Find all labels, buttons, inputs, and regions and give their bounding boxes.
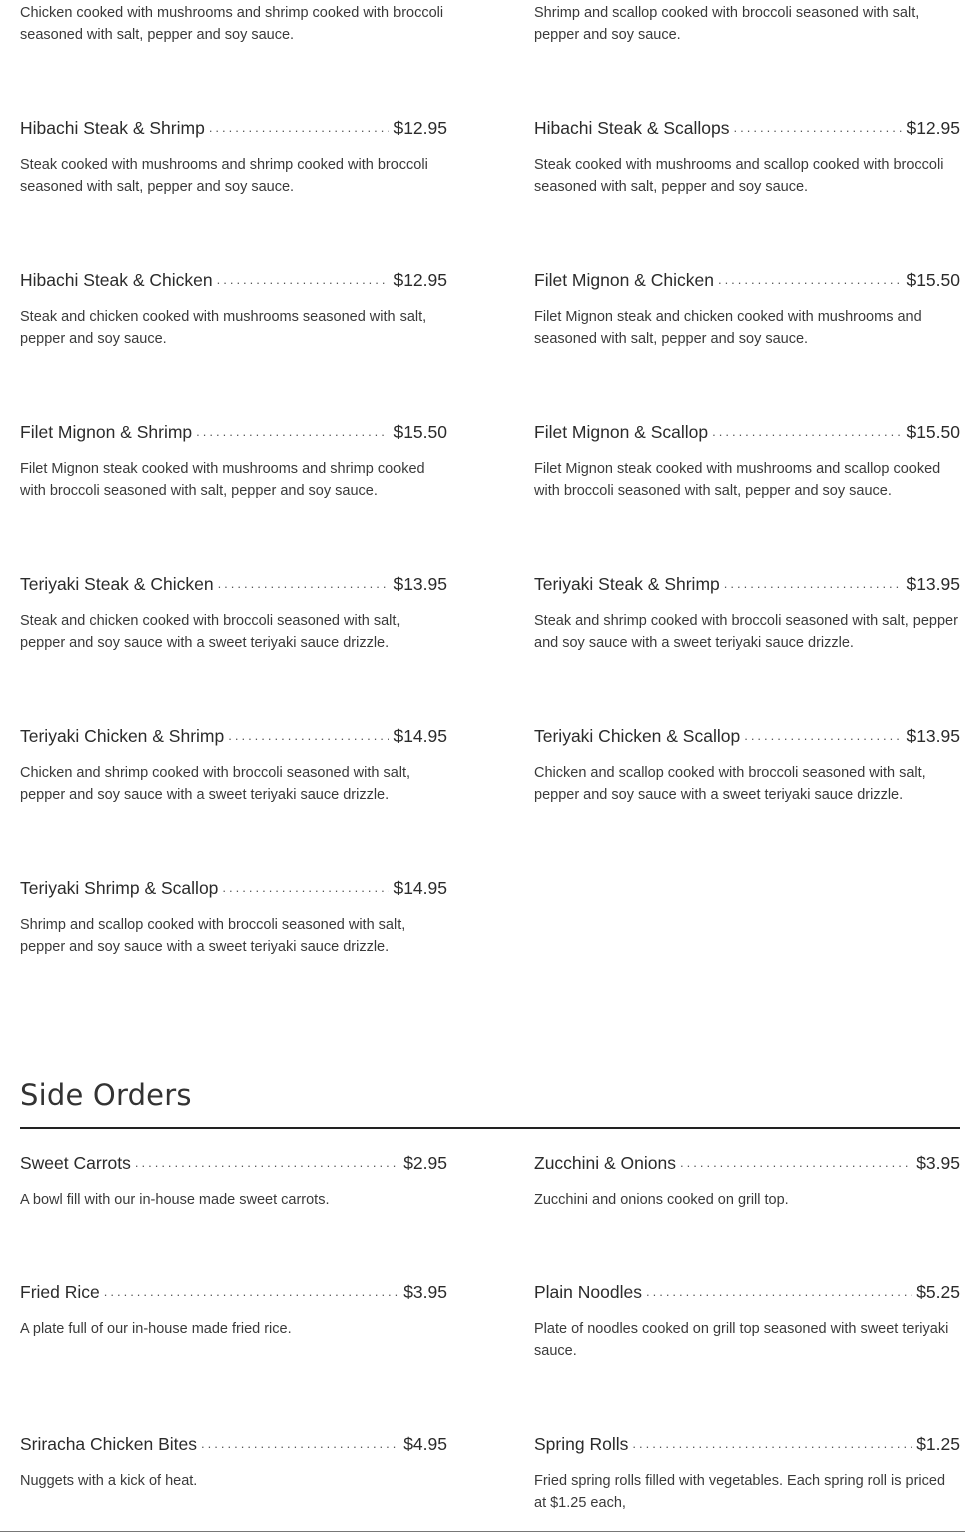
menu-item-price: $3.95	[916, 1153, 960, 1173]
menu-item-price: $4.95	[403, 1434, 447, 1454]
menu-item-price: $5.25	[916, 1282, 960, 1302]
menu-item-description: Nuggets with a kick of heat.	[20, 1473, 198, 1489]
menu-item-title-row	[20, 116, 447, 140]
section-title: Side Orders	[20, 1078, 192, 1112]
dot-leader	[104, 1280, 399, 1304]
menu-item-description: Filet Mignon steak cooked with mushrooms and shrimp cooked with broccoli seasoned with salt, pepper and soy sauce.	[20, 461, 425, 499]
page-bottom-divider	[0, 1531, 965, 1532]
menu-item-price: $15.50	[393, 422, 447, 442]
menu-item-description: A plate full of our in-house made fried rice.	[20, 1321, 292, 1337]
menu-item-description: Steak cooked with mushrooms and scallop cooked with broccoli seasoned with salt, pepper and soy sauce.	[534, 157, 944, 195]
menu-item-price: $15.50	[906, 270, 960, 290]
dot-leader	[744, 724, 902, 748]
menu-item-name: Filet Mignon & Shrimp	[20, 422, 193, 442]
menu-item-name: Fried Rice	[20, 1282, 100, 1302]
menu-item-description: A bowl fill with our in-house made sweet carrots.	[20, 1192, 330, 1208]
menu-item	[534, 1280, 960, 1362]
menu-item-name: Hibachi Steak & Scallops	[534, 118, 730, 138]
dot-leader	[680, 1151, 912, 1175]
menu-item-price: $15.50	[906, 422, 960, 442]
menu-item-title-row	[534, 572, 960, 596]
menu-item-price: $12.95	[393, 270, 447, 290]
dot-leader	[724, 572, 903, 596]
menu-item-title-row	[534, 1432, 960, 1456]
menu-item-description: Filet Mignon steak cooked with mushrooms and scallop cooked with broccoli seasoned with salt, pepper and soy sauce.	[534, 461, 941, 499]
menu-item-name: Filet Mignon & Chicken	[534, 270, 714, 290]
menu-item-title-row	[534, 420, 960, 444]
dot-leader	[228, 724, 389, 748]
dot-leader	[646, 1280, 912, 1304]
menu-item-name: Sweet Carrots	[20, 1153, 131, 1173]
dot-leader	[222, 876, 389, 900]
menu-item	[20, 1151, 447, 1211]
menu-item-price: $14.95	[393, 878, 447, 898]
menu-item-name: Teriyaki Steak & Shrimp	[534, 574, 720, 594]
menu-item-name: Teriyaki Chicken & Scallop	[534, 726, 741, 746]
menu-item-price: $13.95	[906, 574, 960, 594]
dot-leader	[734, 116, 903, 140]
dot-leader	[135, 1151, 399, 1175]
menu-item	[20, 876, 447, 958]
menu-item-description: Filet Mignon steak and chicken cooked with mushrooms and seasoned with salt, pepper and soy sauce.	[534, 309, 922, 347]
menu-item-title-row	[534, 1280, 960, 1304]
section-divider	[20, 1127, 960, 1129]
menu-item	[20, 1280, 447, 1340]
menu-item-title-row	[20, 1432, 447, 1456]
menu-item-description: Fried spring rolls filled with vegetables. Each spring roll is priced at $1.25 each,	[534, 1473, 946, 1511]
menu-item-price: $2.95	[403, 1153, 447, 1173]
menu-item-title-row	[20, 724, 447, 748]
menu-item-price: $1.25	[916, 1434, 960, 1454]
menu-item-title-row	[534, 116, 960, 140]
menu-item-description: Zucchini and onions cooked on grill top.	[534, 1192, 789, 1208]
menu-item-price: $12.95	[393, 118, 447, 138]
menu-item-price: $13.95	[906, 726, 960, 746]
dot-leader	[201, 1432, 399, 1456]
dot-leader	[712, 420, 902, 444]
menu-item	[534, 268, 960, 350]
menu-item-title-row	[20, 420, 447, 444]
menu-item-title-row	[20, 1151, 447, 1175]
menu-item-price: $12.95	[906, 118, 960, 138]
menu-item-title-row	[534, 724, 960, 748]
menu-item-description: Shrimp and scallop cooked with broccoli seasoned with salt, pepper and soy sauce with a sweet teriyaki sauce drizzle.	[20, 917, 406, 955]
menu-item-description: Steak and shrimp cooked with broccoli seasoned with salt, pepper and soy sauce with a sweet teriyaki sauce drizzle.	[534, 613, 958, 651]
menu-item-name: Spring Rolls	[534, 1434, 629, 1454]
menu-item-name: Zucchini & Onions	[534, 1153, 677, 1173]
menu-item-title-row	[20, 876, 447, 900]
menu-item-title-row	[534, 1151, 960, 1175]
menu-item	[534, 724, 960, 806]
menu-item	[534, 116, 960, 198]
menu-item	[534, 1432, 960, 1514]
menu-item-description: Plate of noodles cooked on grill top seasoned with sweet teriyaki sauce.	[534, 1321, 949, 1359]
menu-item	[20, 572, 447, 654]
menu-item-title-row	[20, 1280, 447, 1304]
menu-item-description: Chicken and shrimp cooked with broccoli seasoned with salt, pepper and soy sauce with a sweet teriyaki sauce drizzle.	[20, 765, 411, 803]
menu-item	[20, 724, 447, 806]
menu-item	[20, 1432, 447, 1492]
dot-leader	[217, 268, 390, 292]
menu-item	[534, 1151, 960, 1211]
menu-item-name: Hibachi Steak & Shrimp	[20, 118, 205, 138]
menu-item-title-row	[534, 268, 960, 292]
menu-item-name: Sriracha Chicken Bites	[20, 1434, 198, 1454]
menu-item-price: $13.95	[393, 574, 447, 594]
menu-item-name: Filet Mignon & Scallop	[534, 422, 709, 442]
menu-item	[20, 116, 447, 198]
menu-item	[534, 572, 960, 654]
menu-item-description: Steak cooked with mushrooms and shrimp cooked with broccoli seasoned with salt, pepper and soy sauce.	[20, 157, 428, 195]
menu-item-name: Hibachi Steak & Chicken	[20, 270, 213, 290]
dot-leader	[718, 268, 903, 292]
menu-item	[20, 268, 447, 350]
menu-item	[20, 420, 447, 502]
menu-item-description: Steak and chicken cooked with broccoli seasoned with salt, pepper and soy sauce with a sweet teriyaki sauce drizzle.	[20, 613, 401, 651]
menu-item-name: Teriyaki Steak & Chicken	[20, 574, 214, 594]
dot-leader	[196, 420, 389, 444]
menu-item-description: Steak and chicken cooked with mushrooms seasoned with salt, pepper and soy sauce.	[20, 309, 427, 347]
menu-item-price: $3.95	[403, 1282, 447, 1302]
menu-item-name: Teriyaki Shrimp & Scallop	[20, 878, 219, 898]
menu-item-description: Chicken and scallop cooked with broccoli seasoned with salt, pepper and soy sauce with a sweet teriyaki sauce drizzle.	[534, 765, 926, 803]
dot-leader	[209, 116, 390, 140]
menu-item-title-row	[20, 268, 447, 292]
menu-item	[534, 420, 960, 502]
menu-item-description: Chicken cooked with mushrooms and shrimp cooked with broccoli seasoned with salt, pepper and soy sauce.	[20, 5, 444, 43]
menu-item-title-row	[20, 572, 447, 596]
menu-item-name: Plain Noodles	[534, 1282, 642, 1302]
dot-leader	[218, 572, 390, 596]
dot-leader	[632, 1432, 912, 1456]
menu-item-description: Shrimp and scallop cooked with broccoli seasoned with salt, pepper and soy sauce.	[534, 5, 920, 43]
menu-item-name: Teriyaki Chicken & Shrimp	[20, 726, 225, 746]
menu-item-price: $14.95	[393, 726, 447, 746]
